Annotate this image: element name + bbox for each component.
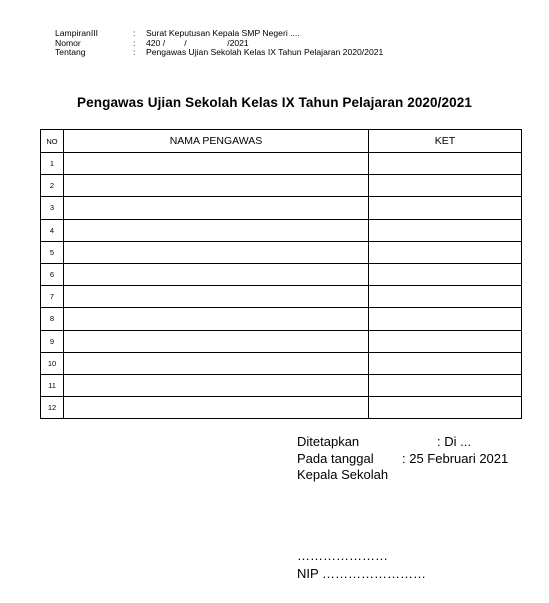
- nama-cell: [64, 330, 369, 352]
- nama-cell: [64, 308, 369, 330]
- nama-cell: [64, 219, 369, 241]
- nama-cell: [64, 175, 369, 197]
- ket-cell: [369, 219, 522, 241]
- nama-cell: [64, 241, 369, 263]
- ket-cell: [369, 175, 522, 197]
- ket-cell: [369, 308, 522, 330]
- row-number: 11: [41, 374, 64, 396]
- header-colon: :: [133, 37, 136, 48]
- header-colon: :: [133, 28, 136, 38]
- row-number: 7: [41, 286, 64, 308]
- ket-cell: [369, 352, 522, 374]
- header-row-tentang: [55, 48, 383, 58]
- table-row: [41, 219, 522, 241]
- ket-cell: [369, 286, 522, 308]
- table-row: [41, 197, 522, 219]
- row-number: 3: [41, 197, 64, 219]
- nama-cell: [64, 153, 369, 175]
- column-header-nama: NAMA PENGAWAS: [64, 130, 369, 153]
- header-value: 420 / / /2021: [146, 37, 249, 48]
- jabatan-row: [297, 467, 388, 484]
- nama-cell: [64, 197, 369, 219]
- row-number: 6: [41, 263, 64, 285]
- nama-cell: [64, 263, 369, 285]
- header-value: Pengawas Ujian Sekolah Kelas IX Tahun Pelajaran 2020/2021: [146, 47, 384, 58]
- ket-cell: [369, 263, 522, 285]
- nama-cell: [64, 397, 369, 419]
- table-row: [41, 286, 522, 308]
- tanggal-value: : 25 Februari 2021: [402, 450, 509, 466]
- tanggal-label: Pada tanggal: [297, 450, 374, 466]
- column-header-no: NO: [41, 130, 64, 153]
- tanggal-row: [297, 450, 509, 468]
- pengawas-table: [40, 129, 522, 419]
- header-label: LampiranIII: [55, 28, 98, 38]
- ket-cell: [369, 330, 522, 352]
- row-number: 8: [41, 308, 64, 330]
- ditetapkan-label: Ditetapkan: [297, 434, 360, 449]
- ket-cell: [369, 197, 522, 219]
- row-number: 10: [41, 352, 64, 374]
- signatory-name-placeholder: …………………: [297, 548, 388, 563]
- table-row: [41, 175, 522, 197]
- table-row: [41, 153, 522, 175]
- row-number: 9: [41, 330, 64, 352]
- nip-line: NIP ……………………: [297, 566, 427, 581]
- row-number: 1: [41, 153, 64, 175]
- table-row: [41, 308, 522, 330]
- column-header-ket: KET: [369, 130, 522, 153]
- header-label: Tentang: [55, 47, 86, 58]
- document-header: [55, 29, 383, 58]
- ket-cell: [369, 374, 522, 396]
- row-number: 5: [41, 241, 64, 263]
- table-header-row: [41, 130, 522, 153]
- ket-cell: [369, 241, 522, 263]
- header-label: Nomor: [55, 37, 81, 48]
- ditetapkan-row: [297, 434, 471, 451]
- table-row: [41, 397, 522, 419]
- table-row: [41, 352, 522, 374]
- nama-cell: [64, 352, 369, 374]
- ket-cell: [369, 397, 522, 419]
- jabatan-label: Kepala Sekolah: [297, 467, 389, 482]
- row-number: 12: [41, 397, 64, 419]
- document-title: Pengawas Ujian Sekolah Kelas IX Tahun Pelajaran 2020/2021: [77, 95, 472, 110]
- ditetapkan-value: : Di ...: [437, 434, 471, 449]
- table-row: [41, 374, 522, 396]
- table-row: [41, 263, 522, 285]
- nama-cell: [64, 286, 369, 308]
- header-value: Surat Keputusan Kepala SMP Negeri ....: [146, 28, 300, 38]
- signature-block: [297, 434, 509, 484]
- header-colon: :: [133, 47, 136, 58]
- table-row: [41, 330, 522, 352]
- nama-cell: [64, 374, 369, 396]
- row-number: 2: [41, 175, 64, 197]
- row-number: 4: [41, 219, 64, 241]
- ket-cell: [369, 153, 522, 175]
- table-row: [41, 241, 522, 263]
